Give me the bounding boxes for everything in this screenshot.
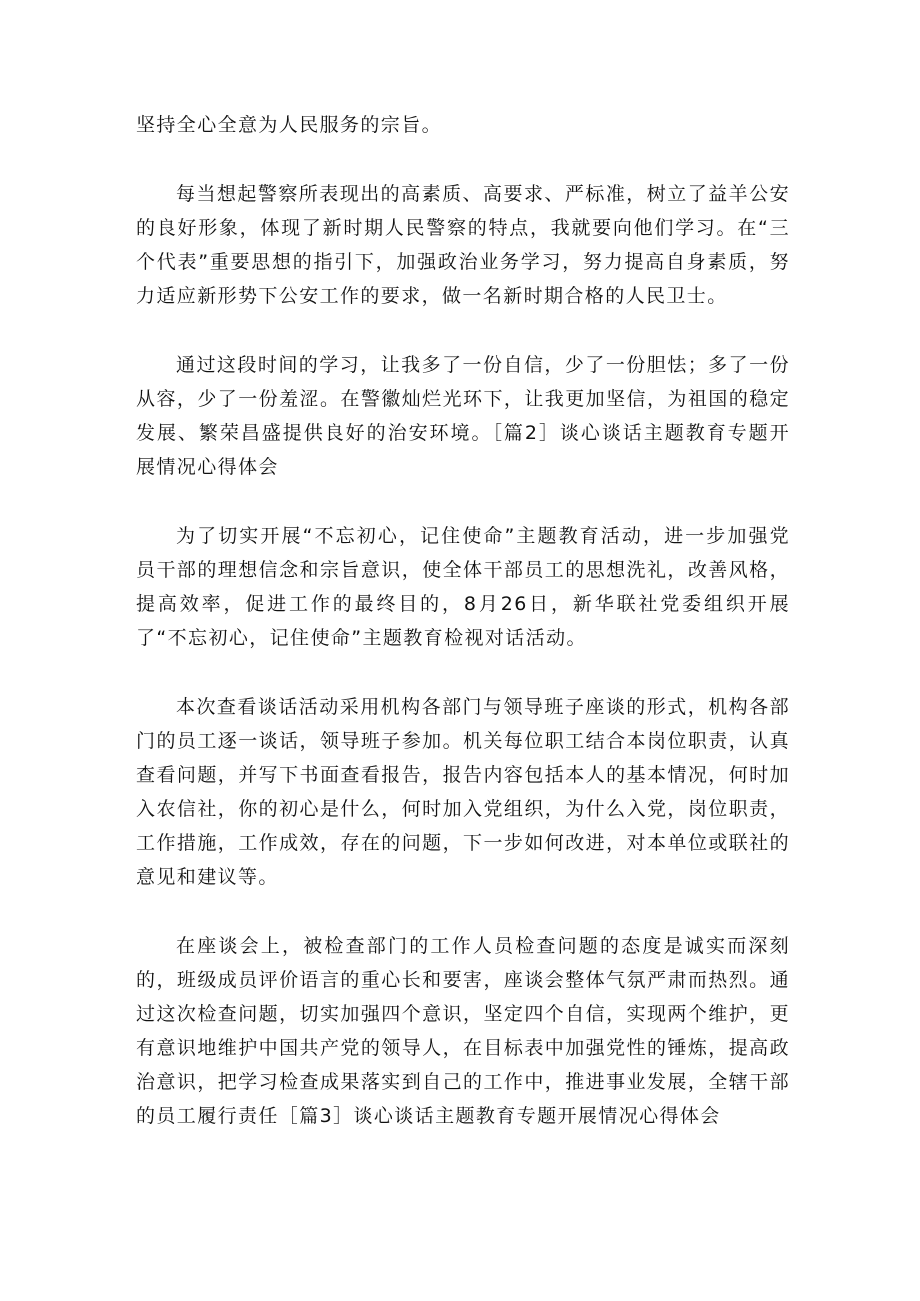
paragraph-5: 本次查看谈话活动采用机构各部门与领导班子座谈的形式，机构各部门的员工逐一谈话，领导班子参加。机关每位职工结合本岗位职责，认真查看问题，并写下书面查看报告，报告内容包括本人的基本情况，何时加入农信社，你的初心是什么，何时加入党组织，为什么入党，岗位职责，工作措施，工作成效，存在的问题，下一步如何改进，对本单位或联社的意见和建议等。: [136, 696, 790, 888]
document-body: [136, 108, 790, 1133]
paragraph-2: 每当想起警察所表现出的高素质、高要求、严标准，树立了益羊公安的良好形象，体现了新时期人民警察的特点，我就要向他们学习。在“三个代表”重要思想的指引下，加强政治业务学习，努力提高自身素质，努力适应新形势下公安工作的要求，做一名新时期合格的人民卫士。: [136, 183, 790, 307]
paragraph-6: 在座谈会上，被检查部门的工作人员检查问题的态度是诚实而深刻的，班级成员评价语言的重心长和要害，座谈会整体气氛严肃而热烈。通过这次检查问题，切实加强四个意识，坚定四个自信，实现两个维护，更有意识地维护中国共产党的领导人，在目标表中加强党性的锤炼，提高政治意识，把学习检查成果落实到自己的工作中，推进事业发展，全辖干部的员工履行责任［篇3］谈心谈话主题教育专题开展情况心得体会: [136, 935, 790, 1127]
paragraph-4: 为了切实开展“不忘初心，记住使命”主题教育活动，进一步加强党员干部的理想信念和宗旨意识，使全体干部员工的思想洗礼，改善风格，提高效率，促进工作的最终目的，8月26日，新华联社党委组织开展了“不忘初心，记住使命”主题教育检视对话活动。: [136, 525, 790, 649]
paragraph-1: 坚持全心全意为人民服务的宗旨。: [136, 114, 443, 136]
paragraph-3: 通过这段时间的学习，让我多了一份自信，少了一份胆怯；多了一份从容，少了一份羞涩。在警徽灿烂光环下，让我更加坚信，为祖国的稳定发展、繁荣昌盛提供良好的治安环境。［篇2］谈心谈话主题教育专题开展情况心得体会: [136, 354, 790, 478]
